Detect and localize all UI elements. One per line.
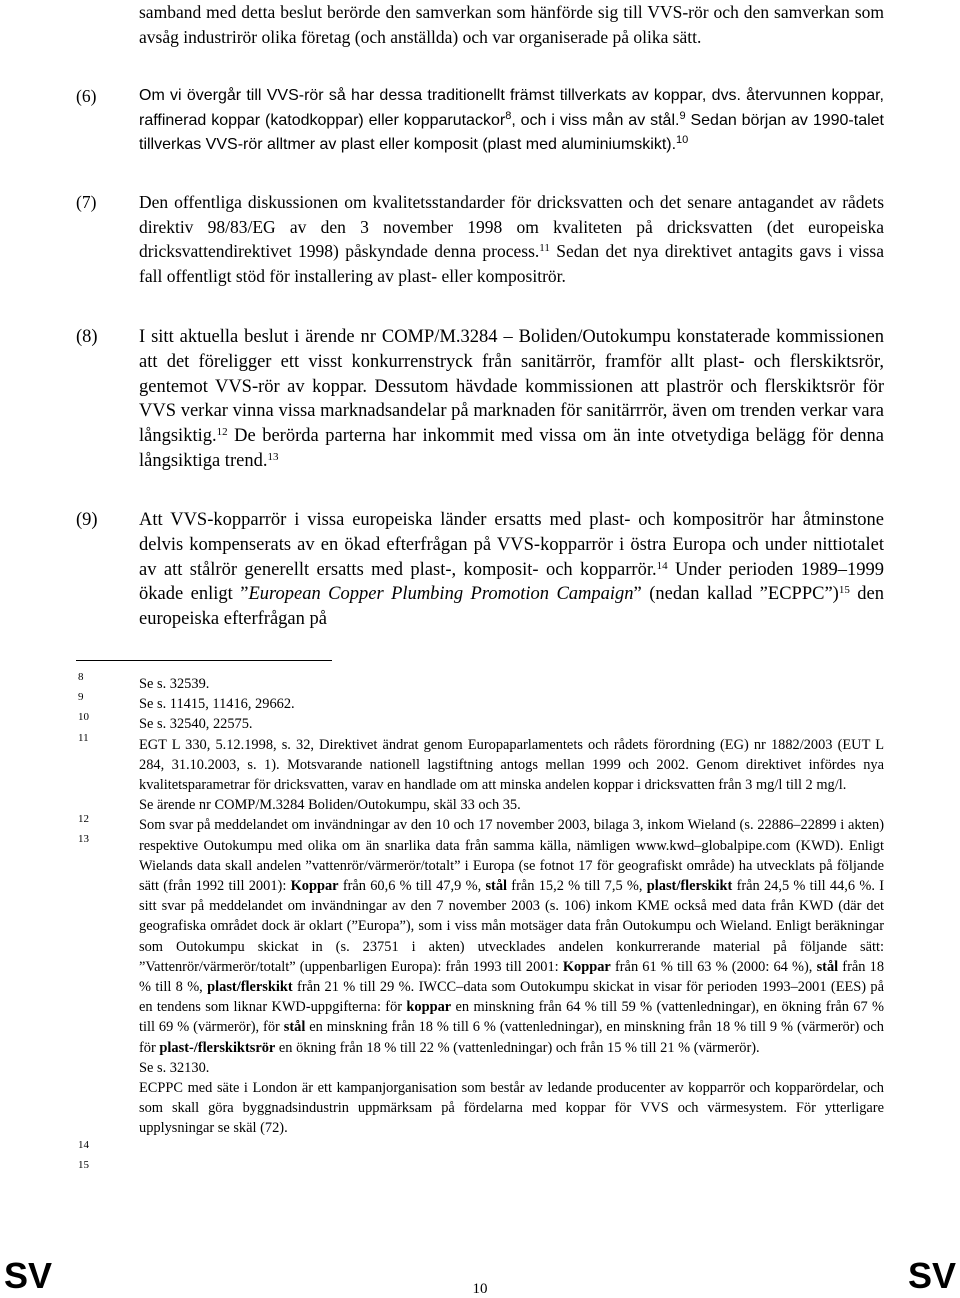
paragraph-7 <box>76 190 884 288</box>
footnote-number: 11 <box>78 732 89 744</box>
footnote-ref-9[interactable]: 9 <box>679 109 686 122</box>
footnote-10: Se s. 32540, 22575. <box>139 716 253 733</box>
paragraph-text: Den offentliga diskussionen om kvalitetsstandarder för dricksvatten och det senare antagandet av rådets direktiv 98/83/EG av den 3 november 1998 om kvaliteten på dricksvatten (det europeiska dricksvattendirektivet 1998) påskyndade denna process.$^{11}$ Sedan det nya direktivet antagits gavs i vissa fall offentligt stöd för installering av plast- eller kompositrör. <box>139 192 884 286</box>
footnote-separator <box>76 660 332 661</box>
footnote-ref-12[interactable]: 12 <box>216 426 228 439</box>
paragraph-number: (9) <box>76 510 98 530</box>
footnote-ref-11[interactable]: 11 <box>539 242 550 254</box>
language-code-left: SV <box>4 1255 53 1296</box>
footnote-ref-13[interactable]: 13 <box>267 450 279 463</box>
paragraph-text: Att VVS-kopparrör i vissa europeiska länder ersatts med plast- och kompositrör har åtminstone delvis kompenserats av en ökad efterfrågan på VVS-kopparrör i östra Europa och under nittiotalet av att stålrör generellt ersatts med plast-, komposit- och kopparrör.$^{14}$ Under perioden 1989–1999 ökade enligt ”European Copper Plumbing Promotion Campaign” (nedan kallad ”ECPPC”)$^{15}$ den europeiska efterfrågan på <box>139 510 885 630</box>
paragraph-5-continuation <box>139 0 884 49</box>
paragraph-6 <box>76 84 884 158</box>
footnote-ref-8[interactable]: 8 <box>505 109 512 122</box>
footnote-number: 12 <box>78 813 89 825</box>
footnotes <box>139 674 884 1139</box>
page-number: 10 <box>472 1281 488 1297</box>
paragraph-number: (8) <box>76 327 98 347</box>
paragraph-text: I sitt aktuella beslut i ärende nr COMP/M.3284 – Boliden/Outokumpu konstaterade kommissionen att det föreligger ett visst konkurrenstryck från sanitärrör, framför allt plast- och flerskiktsrör, gentemot VVS-rör av koppar. Dessutom hävdade kommissionen att plaströr och flerskiktsrör för VVS verkar vinna vissa marknadsandelar på marknaden för sanitärrrör, även om trenden verkar vara långsiktig.$^{12}$ De berörda parterna har inkommit med vissa om än inte otvetydiga belägg för denna långsiktiga trend.$^{13}$ <box>139 327 884 471</box>
footnote-12: Se ärende nr COMP/M.3284 Boliden/Outokumpu, skäl 33 och 35. <box>139 797 521 814</box>
paragraph-8 <box>76 325 884 474</box>
footnote-number: 15 <box>78 1159 89 1171</box>
footnote-8: Se s. 32539. <box>139 676 210 692</box>
paragraph-number: (6) <box>76 86 97 106</box>
footnote-9: Se s. 11415, 11416, 29662. <box>139 696 295 713</box>
footnote-14: Se s. 32130. <box>139 1059 210 1076</box>
footnote-ref-10[interactable]: 10 <box>676 134 689 146</box>
paragraph-text: Om vi övergår till VVS-rör så har dessa traditionellt främst tillverkats av koppar, dvs. återvunnen koppar, raffinerad koppar (katodkoppar) eller kopparutackor$^8$, och i viss mån av stål.$^9$ Sedan början av 1990-talet tillverkas VVS-rör alltmer av plast eller komposit (plast med aluminiumskikt).$^{10}$ <box>139 87 884 153</box>
footnote-number: 9 <box>78 691 84 703</box>
footnote-ref-14[interactable]: 14 <box>656 559 668 572</box>
paragraph-9 <box>76 508 884 632</box>
footnote-ref-15[interactable]: 15 <box>838 584 850 597</box>
footnote-13: Som svar på meddelandet om invändningar av den 10 och 17 november 2003, bilaga 3, inkom Wieland (s. 22886–22899 i akten) respektive Outokumpu med olika om än snarlika data från samma källa, nämligen www.kwd–globalpipe.com (KWD). Enligt Wielands data skall andelen ”vattenrör/värmerör/totalt” i Europa (se fotnot 17 för geografiskt område) ha utvecklats på följande sätt (från 1992 till 2001): Koppar från 60,6 % till 47,9 %, stål från 15,2 % till 7,5 %, plast/flerskikt från 24,5 % till 44,6 %. I sitt svar på meddelandet om invändningar av den 7 november 2003 (s. 106) inkom KME också med data från KWD (där det geografiska området dock är oklart (”Europa”), som i viss mån motsäger data från Outokumpu och Wieland. Enligt beräkningar som Outokumpu skickat in (s. 23751 i akten) utvecklades andelen konkurrerande material på följande sätt: ”Vattenrör/värmerör/totalt” (uppenbarligen Europa): från 1993 till 2001: Koppar från 61 % till 63 % (2000: 64 %), stål från 18 % till 8 %, plast/flerskikt från 21 % till 29 %. IWCC–data som Outokumpu skickat in visar för perioden 1993–2001 (EES) på en tendens som liknar KWD-uppgifterna: för koppar en minskning från 64 % till 59 % (vattenledningar), en ökning från 67 % till 69 % (värmerör), för stål en minskning från 18 % till 6 % (vattenledningar), en minskning från 18 % till 9 % (värmerör) och för plast-/flerskiktsrör en ökning från 18 % till 22 % (vattenledningar) och från 15 % till 21 % (värmerör). <box>139 817 885 1056</box>
paragraph-number: (7) <box>76 192 97 212</box>
footnote-number: 10 <box>78 711 89 723</box>
footnote-11: EGT L 330, 5.12.1998, s. 32, Direktivet ändrat genom Europaparlamentets och rådets förordning (EG) nr 1882/2003 (EUT L 284, 31.10.2003, s. 1). Motsvarande nationell lagstiftning antogs mellan 1999 och 2002. Genom direktivet infördes nya kvalitetsparametrar för dricksvatten, varav en handlade om att minska andelen koppar i dricksvatten från 3 mg/l till 2 mg/l. <box>139 736 884 794</box>
footnote-number: 14 <box>78 1139 89 1151</box>
language-code-right: SV <box>907 1255 956 1296</box>
footnote-number: 8 <box>78 671 84 683</box>
paragraph-text: samband med detta beslut berörde den samverkan som hänförde sig till VVS-rör och den samverkan som avsåg industrirör olika företag (och anställda) och var organiserade på olika sätt. <box>139 2 884 47</box>
footnote-number: 13 <box>78 833 89 845</box>
footnote-15: ECPPC med säte i London är ett kampanjorganisation som består av ledande producenter av kopparrör och kopparördelar, och som skall göra byggnadsindustrin uppmärksam på fördelarna med koppar för VVS och värmesystem. För ytterligare upplysningar se skäl (72). <box>139 1080 884 1137</box>
